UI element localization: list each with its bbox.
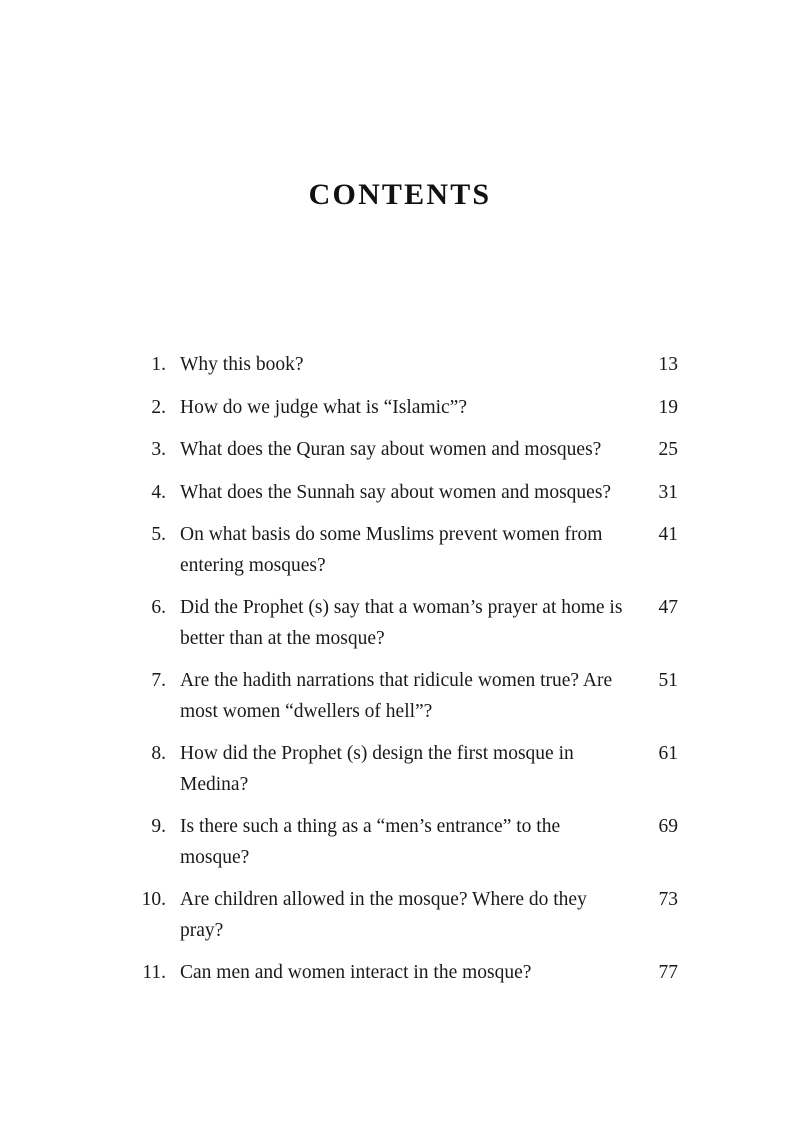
toc-entry-title: What does the Sunnah say about women and mosques? xyxy=(180,481,612,503)
toc-entry-page: 19 xyxy=(658,396,678,418)
toc-entry-page: 51 xyxy=(658,670,678,691)
toc-entry-number: 7. xyxy=(151,670,166,691)
toc-entry[interactable] xyxy=(118,393,678,424)
toc-entry-page: 61 xyxy=(658,743,678,764)
toc-entry-number: 6. xyxy=(151,597,166,618)
toc-entry[interactable] xyxy=(118,666,678,727)
toc-entry[interactable] xyxy=(118,350,678,381)
toc-entry[interactable] xyxy=(118,812,678,873)
toc-entry[interactable] xyxy=(118,885,678,946)
toc-entry-number: 9. xyxy=(151,816,166,837)
toc-entry-title: Is there such a thing as a “men’s entrance” to the mosque? xyxy=(180,816,561,868)
toc-entry[interactable] xyxy=(118,478,678,509)
toc-entry[interactable] xyxy=(118,958,678,989)
page-title: CONTENTS xyxy=(308,178,492,211)
toc-entry-page: 25 xyxy=(658,439,678,460)
toc-entry-title: On what basis do some Muslims prevent women from entering mosques? xyxy=(180,524,603,576)
table-of-contents-list xyxy=(118,350,678,1001)
toc-entry-page: 47 xyxy=(658,597,678,618)
toc-entry-page: 77 xyxy=(658,962,678,983)
toc-entry-title: What does the Quran say about women and mosques? xyxy=(180,439,602,460)
toc-entry-title: Why this book? xyxy=(180,354,304,375)
toc-entry-title: Are children allowed in the mosque? Where do they pray? xyxy=(180,889,587,941)
toc-entry[interactable] xyxy=(118,435,678,466)
toc-entry-number: 2. xyxy=(151,396,166,418)
toc-entry-page: 73 xyxy=(658,889,678,910)
toc-entry[interactable] xyxy=(118,520,678,581)
toc-entry-number: 3. xyxy=(151,439,166,460)
toc-entry-page: 13 xyxy=(658,354,678,375)
toc-entry-number: 5. xyxy=(151,524,166,545)
toc-entry-title: Can men and women interact in the mosque? xyxy=(180,962,532,983)
toc-entry[interactable] xyxy=(118,593,678,654)
toc-entry-number: 8. xyxy=(151,743,166,764)
toc-entry-title: Did the Prophet (s) say that a woman’s prayer at home is better than at the mosque? xyxy=(180,597,623,649)
toc-entry-number: 11. xyxy=(142,962,166,983)
toc-entry-page: 31 xyxy=(658,481,678,503)
toc-entry-title: How do we judge what is “Islamic”? xyxy=(180,396,467,418)
toc-entry-number: 10. xyxy=(141,889,166,910)
toc-entry[interactable] xyxy=(118,739,678,800)
toc-entry-title: Are the hadith narrations that ridicule women true? Are most women “dwellers of hell”? xyxy=(180,670,613,722)
toc-entry-number: 4. xyxy=(151,481,166,503)
toc-entry-title: How did the Prophet (s) design the first mosque in Medina? xyxy=(180,743,574,795)
toc-entry-number: 1. xyxy=(151,354,166,375)
toc-entry-page: 41 xyxy=(658,524,678,545)
toc-entry-page: 69 xyxy=(658,816,678,837)
